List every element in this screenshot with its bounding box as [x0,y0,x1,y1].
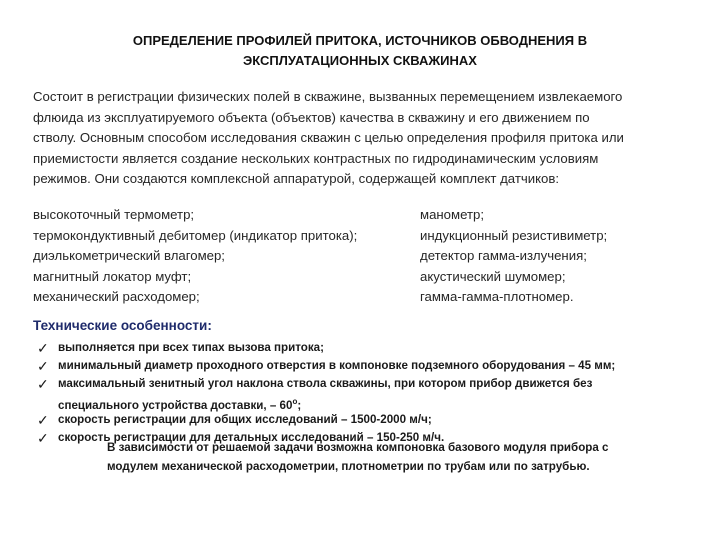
sensor-item: индукционный резистивиметр; [420,227,608,243]
check-icon: ✓ [37,430,49,446]
check-icon: ✓ [37,358,49,374]
sensor-item: акустический шумомер; [420,268,566,284]
list-item-text: скорость регистрации для детальных исследований – 150-250 м/ч. [58,431,445,444]
tech-features-heading: Технические особенности: [33,318,212,333]
list-item-text: максимальный зенитный угол наклона ствола скважины, при котором прибор движется без [58,377,593,390]
list-item-text: специального устройства доставки, – 60 [58,398,293,412]
check-icon: ✓ [37,376,49,392]
configuration-note [107,438,609,476]
page-title-line-1: ОПРЕДЕЛЕНИЕ ПРОФИЛЕЙ ПРИТОКА, ИСТОЧНИКОВ ОБВОДНЕНИЯ В [132,33,588,48]
list-item-text: ; [297,398,302,412]
list-item-text: скорость регистрации для общих исследований – 1500-2000 м/ч; [58,413,432,426]
intro-line: приемистости является создание нескольких контрастных по гидродинамическим условиям [33,150,599,166]
check-icon: ✓ [37,340,49,356]
intro-paragraph [33,87,703,190]
intro-line: стволу. Основным способом исследования скважин с целью определения профиля притока или [33,130,624,145]
sensor-item: манометр; [420,207,485,222]
sensor-item: механический расходомер; [33,289,200,304]
sensor-list-right [420,205,607,308]
page-title-line-2: ЭКСПЛУАТАЦИОННЫХ СКВАЖИНАХ [243,53,477,68]
note-line: модулем механической расходометрии, плотнометрии по трубам или по затрубью. [107,460,590,473]
sensor-item: термокондуктивный дебитомер (индикатор притока); [33,227,358,243]
intro-line: Состоит в регистрации физических полей в скважине, вызванных перемещением извлекаемого [33,89,623,104]
check-icon: ✓ [37,412,49,428]
list-item-text: выполняется при всех типах вызова притока; [58,341,324,354]
sensor-item: диэлькометрический влагомер; [33,248,225,263]
intro-line: флюида из эксплуатируемого объекта (объектов) качества в скважину и его движением по [33,109,590,125]
sensor-item: гамма-гамма-плотномер. [420,289,574,304]
note-line: В зависимости от решаемой задачи возможна компоновка базового модуля прибора с [107,441,609,454]
sensor-list-left [33,205,357,308]
list-item-text: минимальный диаметр проходного отверстия в компоновке подземного оборудования – 45 мм; [58,359,616,372]
degree-sign: о [292,397,298,406]
sensor-item: детектор гамма-излучения; [420,248,587,263]
intro-line: режимов. Они создаются комплексной аппаратурой, содержащей комплект датчиков: [33,171,560,186]
sensor-item: высокоточный термометр; [33,207,195,222]
sensor-item: магнитный локатор муфт; [33,268,192,284]
